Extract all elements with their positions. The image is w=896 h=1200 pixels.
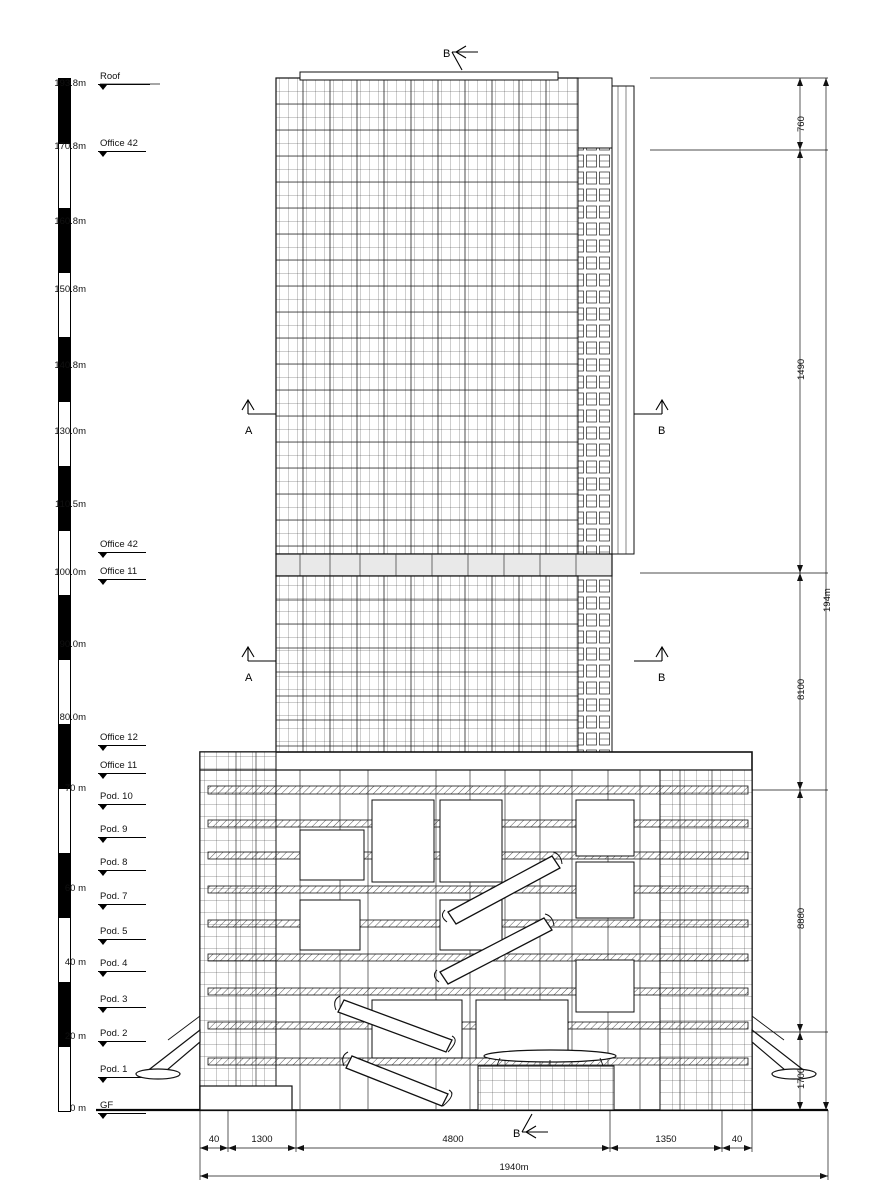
floor-level-label: Office 42 [100,138,138,149]
elevation-value-label: 80.0m [59,712,86,723]
elevation-value-label: 20 m [64,1031,86,1042]
section-marker-top-b: B [443,48,451,60]
floor-level-label: Pod. 1 [100,1064,128,1075]
section-marker-right-b-upper: B [658,425,666,437]
section-marker-right-b-lower: B [658,672,666,684]
elevation-value-label: 140.8m [54,360,86,371]
horizontal-dimension-label: 40 [208,1134,220,1145]
section-marker-left-a-lower: A [245,672,253,684]
elevation-value-label: 150.8m [54,284,86,295]
elevation-value-label: 0 m [70,1103,86,1114]
floor-level-label: GF [100,1100,114,1111]
section-marker-bottom-b: B [513,1128,521,1140]
elevation-value-label: 110.5m [55,499,86,510]
vertical-dimension-label: 8100 [796,678,807,700]
floor-level-label: Pod. 10 [100,791,133,802]
section-marker-left-a-upper: A [245,425,253,437]
vertical-dimension-label: 1700 [796,1067,807,1089]
elevation-value-label: 193.8m [54,78,86,89]
overall-width-dimension-label: 1940m [499,1162,529,1173]
elevation-value-label: 70 m [64,783,86,794]
horizontal-dimension-label: 4800 [442,1134,464,1145]
floor-level-label: Office 11 [100,760,138,771]
vertical-dimension-label: 760 [796,116,807,132]
floor-level-label: Office 12 [100,732,138,743]
vertical-dimension-label: 1490 [796,358,807,380]
floor-level-label: Pod. 2 [100,1028,128,1039]
horizontal-dimension-label: 1350 [655,1134,677,1145]
elevation-value-label: 130.0m [54,426,86,437]
floor-level-label: Pod. 8 [100,857,128,868]
floor-level-label: Pod. 9 [100,824,128,835]
elevation-value-label: 40 m [64,957,86,968]
elevation-value-label: 170.8m [54,141,86,152]
elevation-value-label: 160.8m [54,216,86,227]
vertical-dimension-label: 8880 [796,907,807,929]
horizontal-dimension-label: 1300 [251,1134,273,1145]
floor-level-label: Pod. 7 [100,891,128,902]
elevation-value-label: 90.0m [59,639,86,650]
floor-level-label: Office 11 [100,566,138,577]
floor-level-label: Pod. 5 [100,926,128,937]
vertical-dimension-label: 194m [822,588,833,612]
floor-level-label: Pod. 3 [100,994,128,1005]
floor-level-label: Office 42 [100,539,138,550]
floor-level-label: Pod. 4 [100,958,128,969]
floor-level-label: Roof [100,71,121,82]
horizontal-dimension-label: 40 [731,1134,743,1145]
elevation-value-label: 100.0m [54,567,86,578]
elevation-value-label: 60 m [64,883,86,894]
